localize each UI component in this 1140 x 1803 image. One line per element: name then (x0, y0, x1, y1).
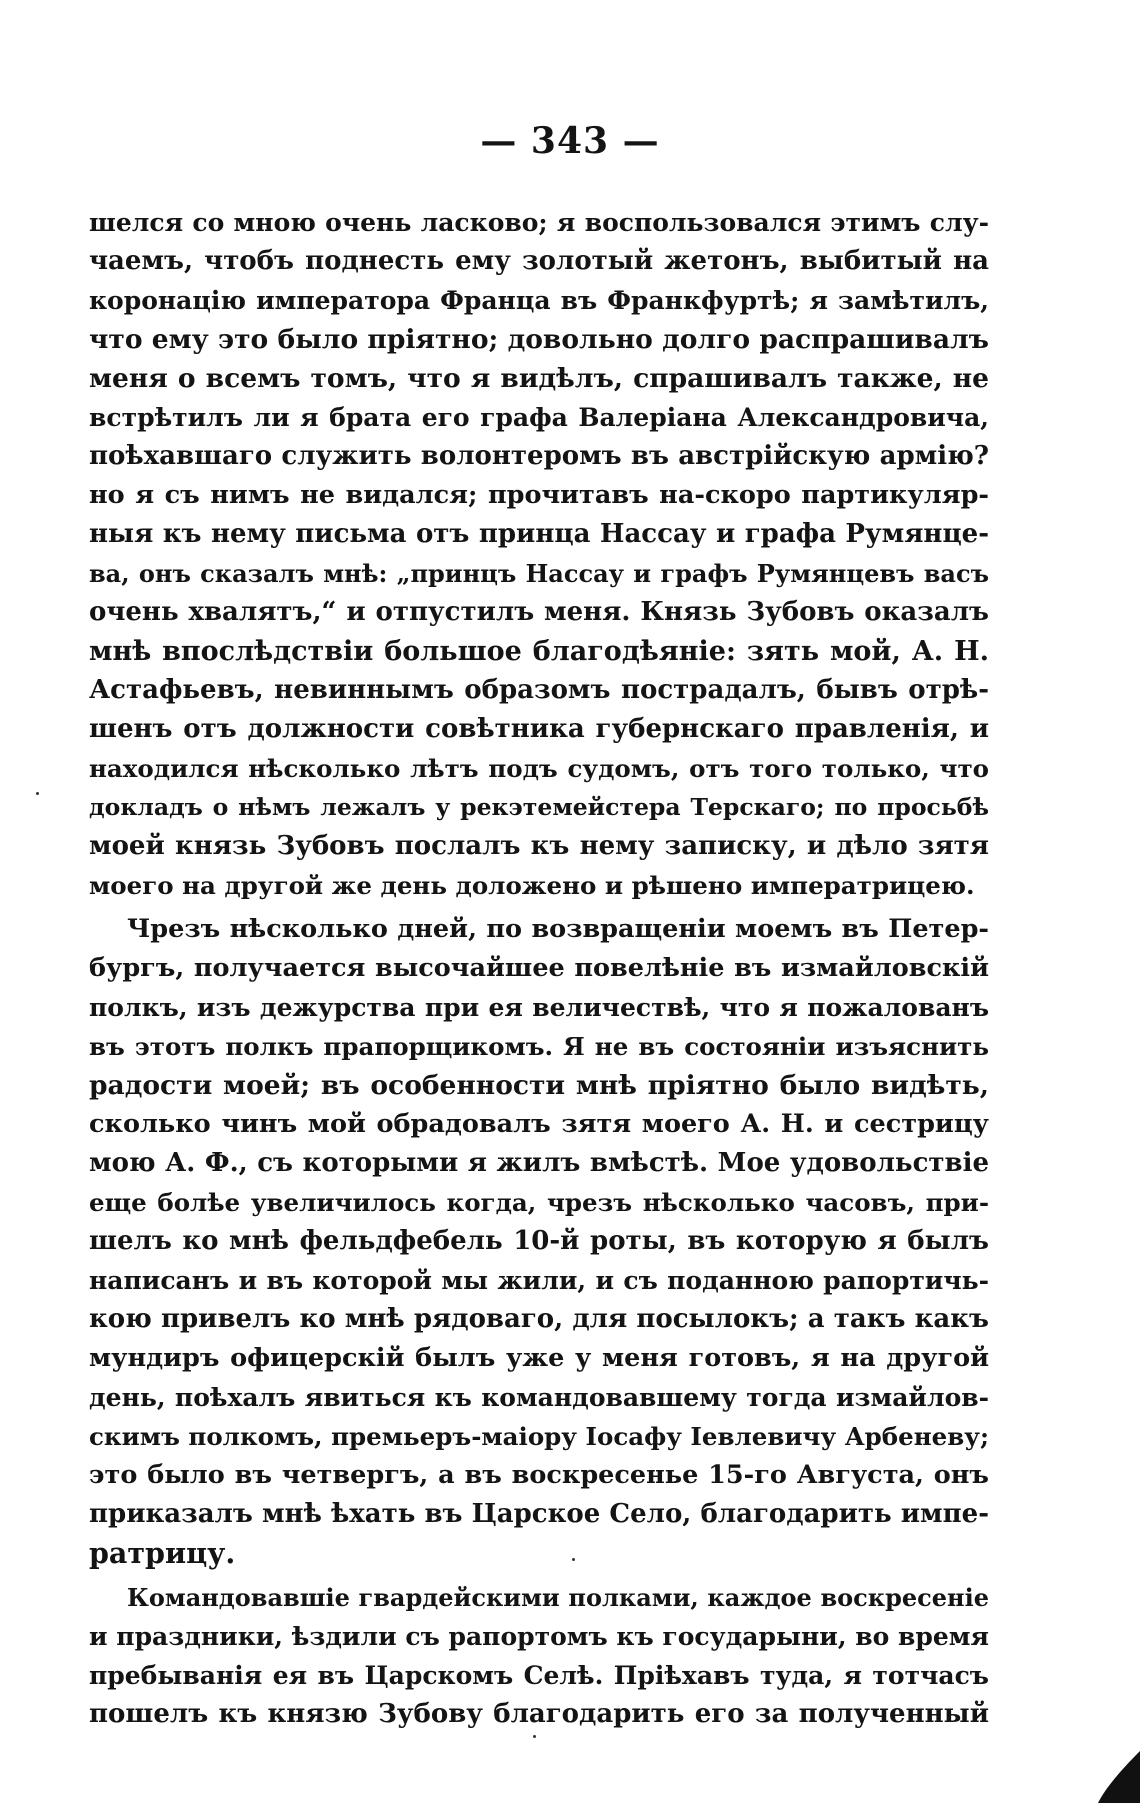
text-line: полкъ, изъ дежурства при ея величествѣ, что я пожалованъ (89, 993, 989, 1022)
text-line: мою А. Ф., съ которыми я жилъ вмѣстѣ. Мое удовольствіе (89, 1148, 989, 1178)
text-line: сколько чинъ мой обрадовалъ зятя моего А. Н. и сестрицу (89, 1109, 989, 1139)
text-line: встрѣтилъ ли я брата его графа Валеріана Александровича, (89, 403, 989, 432)
text-line: мнѣ впослѣдствіи большое благодѣяніе: зять мой, А. Н. (89, 636, 989, 667)
text-line: шенъ отъ должности совѣтника губернскаго правленія, и (89, 714, 989, 744)
paragraph (89, 203, 989, 905)
text-line: но я съ нимъ не видался; прочитавъ на-скоро партикуляр- (89, 480, 989, 510)
text-line: что ему это было пріятно; довольно долго распрашивалъ (89, 324, 989, 355)
text-line: моей князь Зубовъ послалъ къ нему записку, и дѣло зятя (89, 831, 989, 861)
paragraph (89, 910, 989, 1573)
text-line: чаемъ, чтобъ поднесть ему золотый жетонъ, выбитый на (89, 246, 989, 276)
text-line: день, поѣхалъ явиться къ командовавшему тогда измайлов- (89, 1383, 989, 1412)
text-line: ратрицу. (89, 1536, 236, 1570)
text-line: шелся со мною очень ласково; я воспользовался этимъ слу- (89, 208, 989, 237)
page-corner-mark (1098, 1751, 1140, 1803)
ink-speck (533, 1735, 536, 1738)
text-line: скимъ полкомъ, премьеръ-маіору Іосафу Іевлевичу Арбеневу; (89, 1422, 989, 1451)
text-line: поѣхавшаго служить волонтеромъ въ австрійскую армію? (89, 441, 989, 471)
text-line: написанъ и въ которой мы жили, и съ поданною рапортичь- (89, 1266, 989, 1295)
text-line: докладъ о нѣмъ лежалъ у рекэтемейстера Терскаго; по просьбѣ (89, 793, 989, 821)
text-line: очень хвалятъ,“ и отпустилъ меня. Князь Зубовъ оказалъ (89, 597, 989, 627)
page-number: — 343 — (480, 120, 660, 162)
paragraph (89, 1578, 989, 1734)
text-line: Чрезъ нѣсколько дней, по возвращеніи моемъ въ Петер- (127, 914, 989, 944)
body-text (89, 203, 989, 1734)
text-line: коронацію императора Франца въ Франкфуртѣ; я замѣтилъ, (89, 286, 989, 315)
ink-speck (572, 1558, 575, 1561)
text-line: находился нѣсколько лѣтъ подъ судомъ, отъ того только, что (89, 754, 989, 783)
text-line: меня о всемъ томъ, что я видѣлъ, спрашивалъ также, не (89, 363, 989, 394)
text-line: кою привелъ ко мнѣ рядоваго, для посылокъ; а такъ какъ (89, 1304, 989, 1334)
text-line: моего на другой же день доложено и рѣшено императрицею. (89, 871, 975, 900)
ink-speck (36, 792, 39, 795)
text-line: ва, онъ сказалъ мнѣ: „принцъ Нассау и графъ Румянцевъ васъ (89, 559, 989, 588)
text-line: это было въ четвергъ, а въ воскресенье 15-го Августа, онъ (89, 1460, 989, 1490)
text-line: и праздники, ѣздили съ рапортомъ къ государыни, во время (89, 1622, 989, 1651)
text-line: ныя къ нему письма отъ принца Нассау и графа Румянце- (89, 519, 989, 549)
text-line: еще болѣе увеличилось когда, чрезъ нѣсколько часовъ, при- (89, 1188, 989, 1217)
text-line: Командовавшіе гвардейскими полками, каждое воскресеніе (127, 1583, 989, 1612)
text-line: мундиръ офицерскій былъ уже у меня готовъ, я на другой (89, 1343, 989, 1373)
text-line: пребыванія ея въ Царскомъ Селѣ. Пріѣхавъ туда, я тотчасъ (89, 1661, 989, 1690)
text-line: въ этотъ полкъ прапорщикомъ. Я не въ состояніи изъяснить (89, 1032, 989, 1061)
text-line: приказалъ мнѣ ѣхать въ Царское Село, благодарить импе- (89, 1499, 989, 1529)
text-line: радости моей; въ особенности мнѣ пріятно было видѣть, (89, 1070, 989, 1101)
text-line: Астафьевъ, невиннымъ образомъ пострадалъ, бывъ отрѣ- (89, 675, 989, 705)
text-line: шелъ ко мнѣ фельдфебель 10-й роты, въ которую я былъ (89, 1226, 989, 1256)
text-line: пошелъ къ князю Зубову благодарить его за полученный (89, 1699, 989, 1729)
text-line: бургъ, получается высочайшее повелѣніе въ измайловскій (89, 953, 989, 983)
